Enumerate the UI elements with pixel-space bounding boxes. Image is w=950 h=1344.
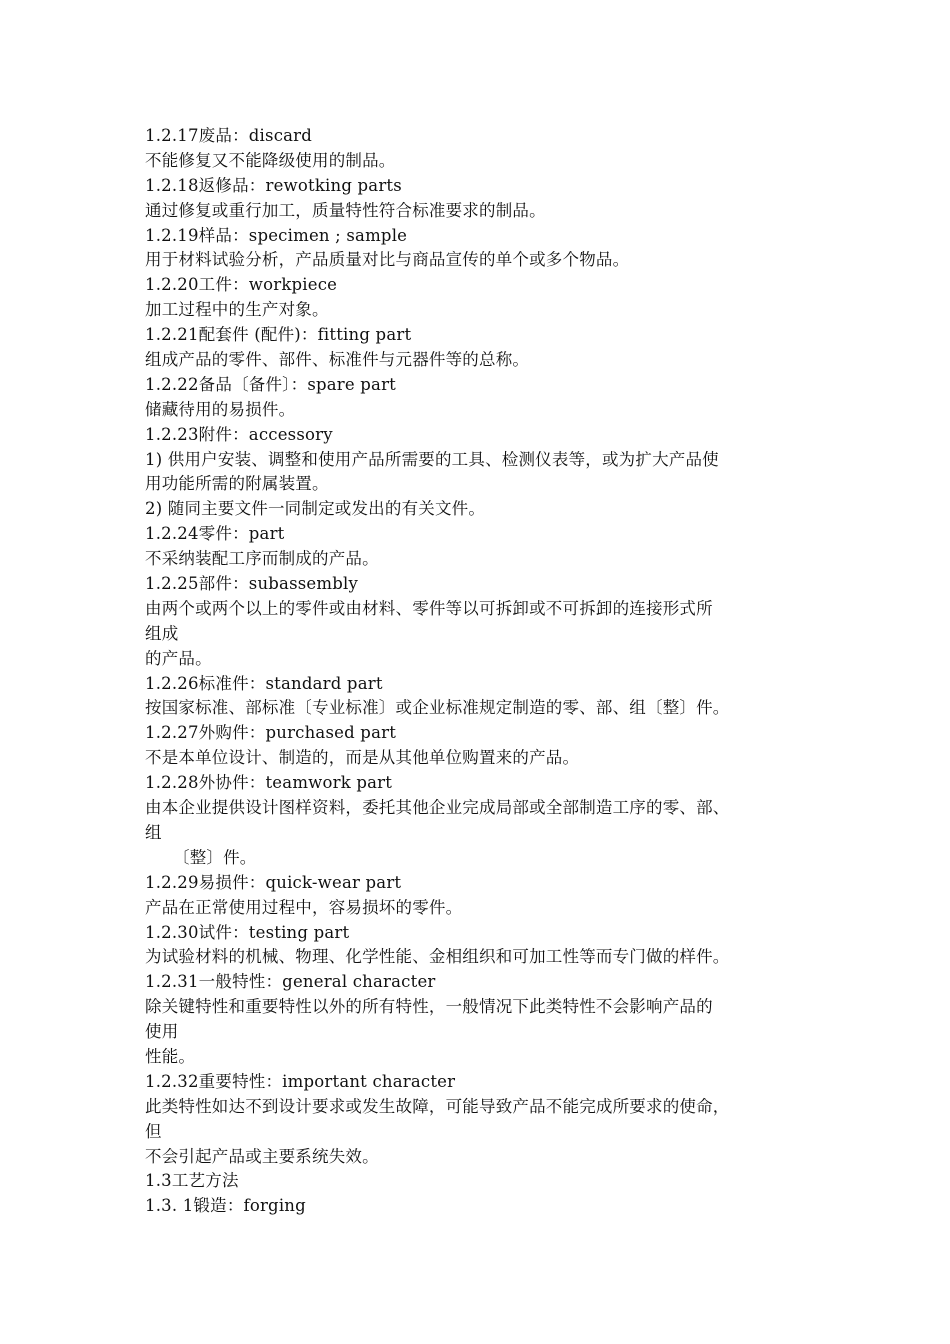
text-line: 由本企业提供设计图样资料，委托其他企业完成局部或全部制造工序的零、部、 [145, 798, 730, 818]
text-line: 不采纳装配工序而制成的产品。 [145, 549, 379, 569]
text-line: 1.3工艺方法 [145, 1171, 239, 1191]
text-line: 1) 供用户安装、调整和使用产品所需要的工具、检测仪表等，或为扩大产品使 [145, 449, 719, 469]
text-line: 产品在正常使用过程中，容易损坏的零件。 [145, 897, 463, 917]
text-line: 1.2.21配套件 (配件)：fitting part [145, 325, 412, 345]
text-line: 为试验材料的机械、物理、化学性能、金相组织和可加工性等而专门做的样件。 [145, 947, 730, 967]
text-line: 加工过程中的生产对象。 [145, 300, 329, 320]
text-line: 使用 [145, 1022, 179, 1042]
text-line: 〔整〕件。 [173, 847, 257, 867]
text-line: 组 [145, 822, 162, 842]
text-line: 1.2.32重要特性：important character [145, 1071, 456, 1091]
text-line: 此类特性如达不到设计要求或发生故障，可能导致产品不能完成所要求的使命， [145, 1096, 730, 1116]
text-line: 组成产品的零件、部件、标准件与元器件等的总称。 [145, 350, 530, 370]
text-line: 除关键特性和重要特性以外的所有特性，一般情况下此类特性不会影响产品的 [145, 997, 713, 1017]
text-line: 1.2.25部件：subassembly [145, 574, 358, 594]
text-line: 用功能所需的附属装置。 [145, 474, 329, 494]
text-line: 1.2.29易损件：quick-wear part [145, 872, 402, 892]
text-line: 2) 随同主要文件一同制定或发出的有关文件。 [145, 499, 486, 519]
text-line: 由两个或两个以上的零件或由材料、零件等以可拆卸或不可拆卸的连接形式所 [145, 598, 713, 618]
text-line: 性能。 [145, 1046, 196, 1066]
text-line: 1.2.22备品〔备件〕：spare part [145, 374, 397, 394]
text-line: 1.2.24零件：part [145, 524, 285, 544]
text-line: 1.2.18返修品：rewotking parts [145, 175, 402, 195]
text-line: 不能修复又不能降级使用的制品。 [145, 150, 396, 170]
text-line: 不会引起产品或主要系统失效。 [145, 1146, 379, 1166]
text-line: 1.2.28外协件：teamwork part [145, 773, 393, 793]
text-line: 1.2.23附件：accessory [145, 424, 333, 444]
text-line: 但 [145, 1121, 162, 1141]
text-line: 1.2.20工件：workpiece [145, 275, 338, 295]
text-line: 1.2.27外购件：purchased part [145, 723, 397, 743]
document-body [145, 124, 835, 1219]
text-line: 1.2.17废品：discard [145, 126, 313, 145]
text-line: 的产品。 [145, 648, 212, 668]
text-line: 不是本单位设计、制造的，而是从其他单位购置来的产品。 [145, 748, 580, 768]
text-line: 组成 [145, 623, 179, 643]
text-line: 通过修复或重行加工，质量特性符合标准要求的制品。 [145, 200, 546, 220]
text-line: 储藏待用的易损件。 [145, 399, 296, 419]
text-line: 1.2.19样品：specimen ; sample [145, 225, 408, 245]
text-line: 用于材料试验分析，产品质量对比与商品宣传的单个或多个物品。 [145, 250, 630, 270]
text-line: 按国家标准、部标准〔专业标准〕或企业标准规定制造的零、部、组〔整〕件。 [145, 698, 730, 718]
text-line: 1.2.26标准件：standard part [145, 673, 383, 693]
text-line: 1.3. 1锻造：forging [145, 1196, 306, 1216]
text-line: 1.2.31一般特性：general character [145, 972, 436, 992]
text-line: 1.2.30试件：testing part [145, 922, 350, 942]
